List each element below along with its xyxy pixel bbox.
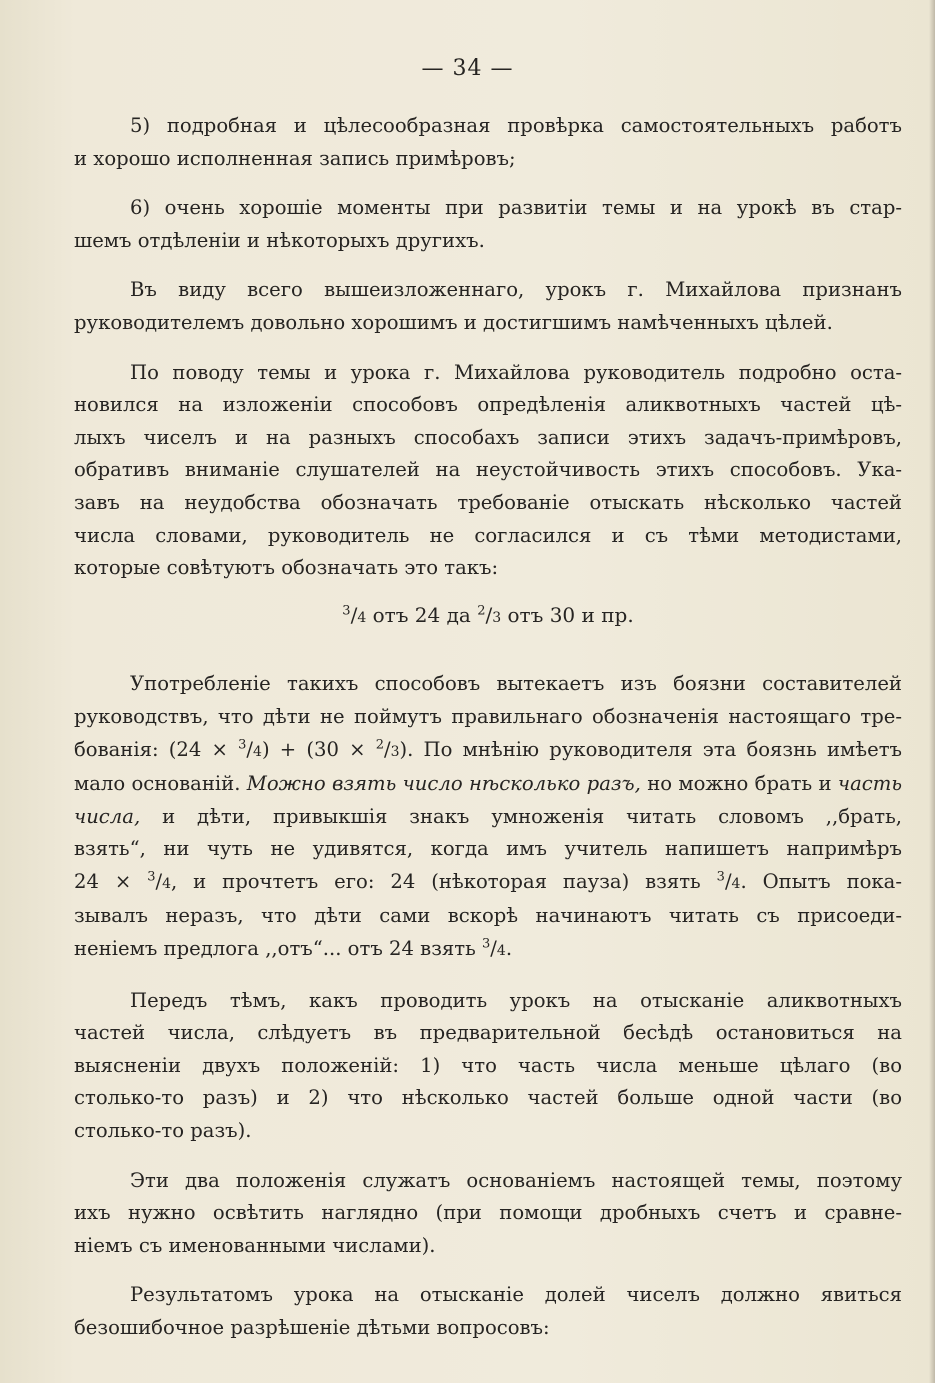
paragraph-3	[74, 274, 902, 339]
fraction-numerator: 2	[477, 603, 486, 619]
fraction-denominator: 4	[162, 875, 172, 892]
text-line: мало основаній. Можно взять число нѣсколько разъ, но можно брать и часть	[74, 772, 902, 796]
formula-text: отъ 24 да	[372, 602, 471, 627]
text-line: и хорошо исполненная запись примѣровъ;	[74, 146, 516, 170]
paragraph-5	[74, 668, 902, 967]
text-line: По поводу темы и урока г. Михайлова руководитель подробно оста-	[130, 360, 902, 384]
fraction-numerator: 3	[238, 736, 247, 752]
paragraph-4	[74, 357, 902, 585]
text-line: столько-то разъ).	[74, 1119, 252, 1143]
text-line: шемъ отдѣленіи и нѣкоторыхъ другихъ.	[74, 228, 485, 252]
text-line: ихъ нужно освѣтить наглядно (при помощи дробныхъ счетъ и сравне-	[74, 1201, 902, 1225]
paragraph-8	[74, 1279, 902, 1344]
fraction-numerator: 3	[482, 936, 491, 952]
fraction-numerator: 3	[147, 869, 156, 885]
text-line: неніемъ предлога ,,отъ“... отъ 24 взять $^3$/4.	[74, 936, 513, 961]
text-line: Въ виду всего вышеизложеннаго, урокъ г. Михайлова признанъ	[130, 278, 902, 302]
page-body	[74, 110, 902, 1362]
text-line: Передъ тѣмъ, какъ проводить урокъ на отысканіе аликвотныхъ	[130, 988, 902, 1012]
text-line: зывалъ неразъ, что дѣти сами вскорѣ начинаютъ читать съ присоеди-	[74, 904, 902, 928]
italic-text: Можно взять число нѣсколько разъ,	[246, 772, 641, 796]
text-line: взять“, ни чуть не удивятся, когда имъ учитель напишетъ напримѣръ	[74, 837, 902, 861]
text-line: новился на изложеніи способовъ опредѣленія аликвотныхъ частей цѣ-	[74, 393, 902, 417]
text-line: 5) подробная и цѣлесообразная провѣрка самостоятельныхъ работъ	[130, 114, 902, 137]
fraction-denominator: 4	[496, 943, 506, 960]
text-line: числа, и дѣти, привыкшія знакъ умноженія читать словомъ ,,брать,	[74, 804, 902, 828]
text-line: лыхъ чиселъ и на разныхъ способахъ записи этихъ задачъ-примѣровъ,	[74, 425, 902, 449]
fraction-denominator: 3	[390, 743, 400, 760]
text-line: Употребленіе такихъ способовъ вытекаетъ изъ боязни составителей	[130, 672, 902, 696]
text-line: завъ на неудобства обозначать требованіе отыскать нѣсколько частей	[74, 490, 902, 514]
paragraph-6	[74, 985, 902, 1148]
text-line: руководителемъ довольно хорошимъ и достигшимъ намѣченныхъ цѣлей.	[74, 310, 833, 334]
text-line: руководствъ, что дѣти не поймутъ правильнаго обозначенія настоящаго тре-	[74, 704, 902, 728]
text-line: которые совѣтуютъ обозначать это такъ:	[74, 556, 499, 580]
page-number: — 34 —	[421, 56, 514, 81]
text-line: числа словами, руководитель не согласился и съ тѣми методистами,	[74, 523, 902, 547]
text-line: обративъ вниманіе слушателей на неустойчивость этихъ способовъ. Ука-	[74, 458, 902, 482]
italic-text: часть	[837, 772, 902, 796]
fraction-denominator: 4	[253, 743, 262, 760]
text-line: 6) очень хорошіе моменты при развитіи темы и на урокѣ въ стар-	[130, 196, 902, 220]
fraction-denominator: 4	[731, 875, 741, 892]
page-edge-shadow	[929, 0, 935, 1383]
formula: $^3$/4 отъ 24 да $^2$/3 отъ 30 и пр.	[342, 602, 634, 627]
text-line: бованія: (24 × $^3$/4) + (30 × $^2$/3). По мнѣнію руководителя эта боязнь имѣетъ	[74, 736, 903, 761]
text-line: частей числа, слѣдуетъ въ предварительной бесѣдѣ остановиться на	[74, 1021, 902, 1045]
formula-text: отъ 30 и пр.	[507, 602, 634, 627]
text-line: 24 × $^3$/4, и прочтетъ его: 24 (нѣкоторая пауза) взять $^3$/4. Опытъ пока-	[74, 869, 902, 893]
fraction-numerator: 2	[375, 736, 384, 752]
paragraph-1	[74, 110, 902, 175]
paragraph-2	[74, 192, 902, 257]
text-line: столько-то разъ) и 2) что нѣсколько частей больше одной части (во	[74, 1086, 902, 1110]
paragraph-7	[74, 1165, 902, 1263]
fraction-denominator: 3	[492, 609, 502, 626]
text-line: безошибочное разрѣшеніе дѣтьми вопросовъ:	[74, 1316, 550, 1339]
italic-text: числа,	[74, 804, 141, 828]
fraction-numerator: 3	[716, 869, 725, 885]
fraction-numerator: 3	[342, 603, 351, 619]
text-line: Эти два положенія служатъ основаніемъ настоящей темы, поэтому	[130, 1168, 902, 1192]
text-line: Результатомъ урока на отысканіе долей чиселъ должно явиться	[130, 1283, 902, 1307]
text-line: ніемъ съ именованными числами).	[74, 1233, 436, 1257]
text-line: выясненіи двухъ положеній: 1) что часть числа меньше цѣлаго (во	[74, 1053, 902, 1077]
fraction-denominator: 4	[357, 609, 367, 626]
